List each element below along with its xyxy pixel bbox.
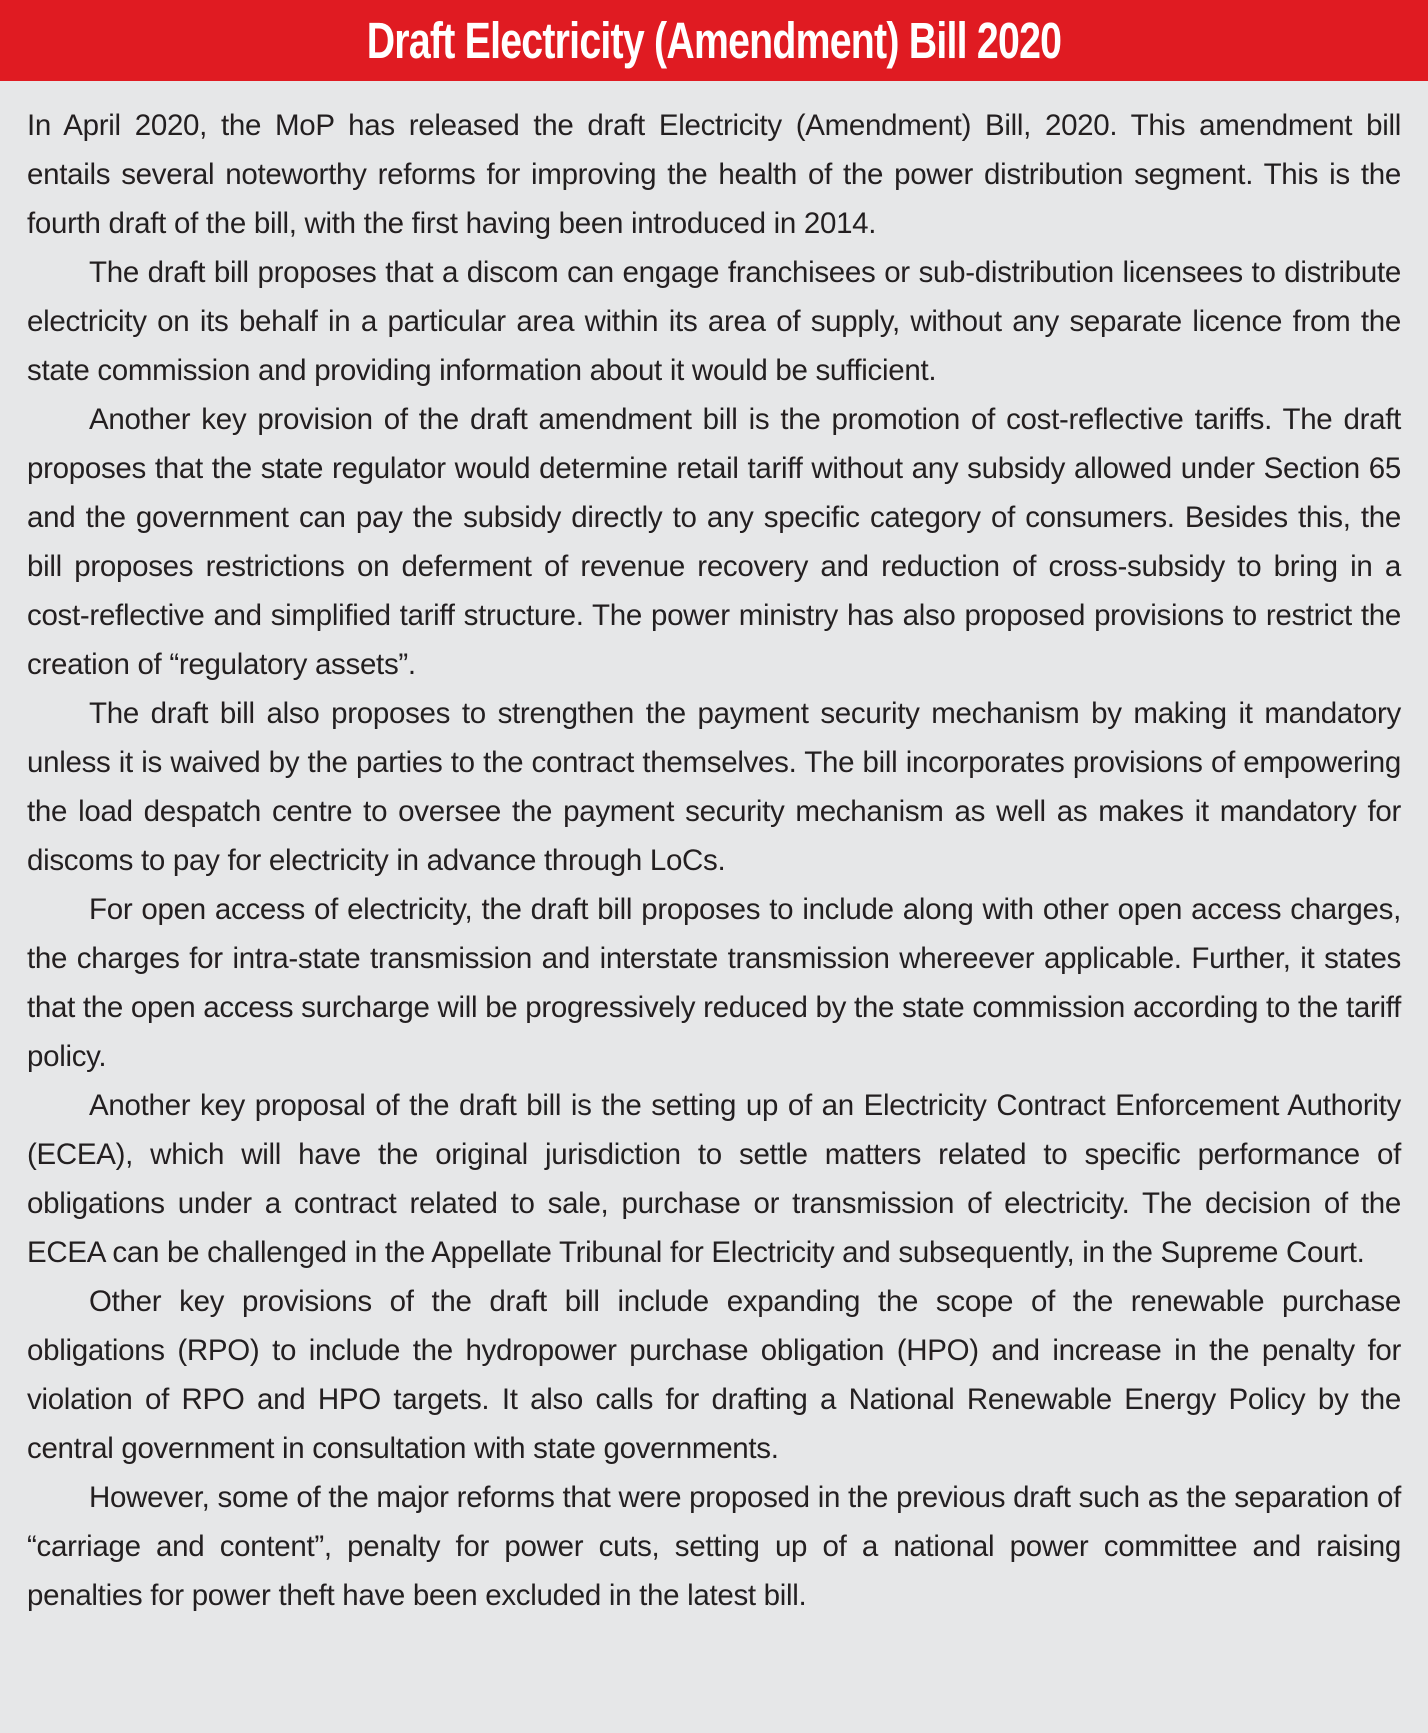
paragraph-excluded-reforms: However, some of the major reforms that were proposed in the previous draft such as the separation of “carriage and content”, penalty for power cuts, setting up of a national power committee and raising penalties for power theft have been excluded in the latest bill. [27, 1481, 1401, 1612]
paragraph-rpo-hpo: Other key provisions of the draft bill include expanding the scope of the renewable purchase obligations (RPO) to include the hydropower purchase obligation (HPO) and increase in the penalty for violation of RPO and HPO targets. It also calls for drafting a National Renewable Energy Policy by the central government in consultation with state governments. [27, 1285, 1401, 1465]
header-bar [0, 0, 1428, 81]
paragraph-intro: In April 2020, the MoP has released the draft Electricity (Amendment) Bill, 2020. This amendment bill entails several noteworthy reforms for improving the health of the power distribution segment. This is the fourth draft of the bill, with the first having been introduced in 2014. [27, 109, 1401, 240]
paragraph-franchisees: The draft bill proposes that a discom can engage franchisees or sub-distribution licensees to distribute electricity on its behalf in a particular area within its area of supply, without any separate licence from the state commission and providing information about it would be sufficient. [27, 256, 1401, 387]
paragraph-tariffs: Another key provision of the draft amendment bill is the promotion of cost-reflective tariffs. The draft proposes that the state regulator would determine retail tariff without any subsidy allowed under Section 65 and the government can pay the subsidy directly to any specific category of consumers. Besides this, the bill proposes restrictions on deferment of revenue recovery and reduction of cross-subsidy to bring in a cost-reflective and simplified tariff structure. The power ministry has also proposed provisions to restrict the creation of “regulatory assets”. [27, 403, 1401, 681]
paragraph-payment-security: The draft bill also proposes to strengthen the payment security mechanism by making it mandatory unless it is waived by the parties to the contract themselves. The bill incorporates provisions of empowering the load despatch centre to oversee the payment security mechanism as well as makes it mandatory for discoms to pay for electricity in advance through LoCs. [27, 697, 1401, 877]
document-body [0, 81, 1428, 1620]
paragraph-ecea: Another key proposal of the draft bill is the setting up of an Electricity Contract Enforcement Authority (ECEA), which will have the original jurisdiction to settle matters related to specific performance of obligations under a contract related to sale, purchase or transmission of electricity. The decision of the ECEA can be challenged in the Appellate Tribunal for Electricity and subsequently, in the Supreme Court. [27, 1089, 1401, 1269]
page-title [263, 12, 1165, 69]
page-title-text: Draft Electricity (Amendment) Bill 2020 [366, 12, 1062, 69]
paragraph-open-access: For open access of electricity, the draft bill proposes to include along with other open access charges, the charges for intra-state transmission and interstate transmission whereever applicable. Further, it states that the open access surcharge will be progressively reduced by the state commission according to the tariff policy. [27, 893, 1401, 1073]
